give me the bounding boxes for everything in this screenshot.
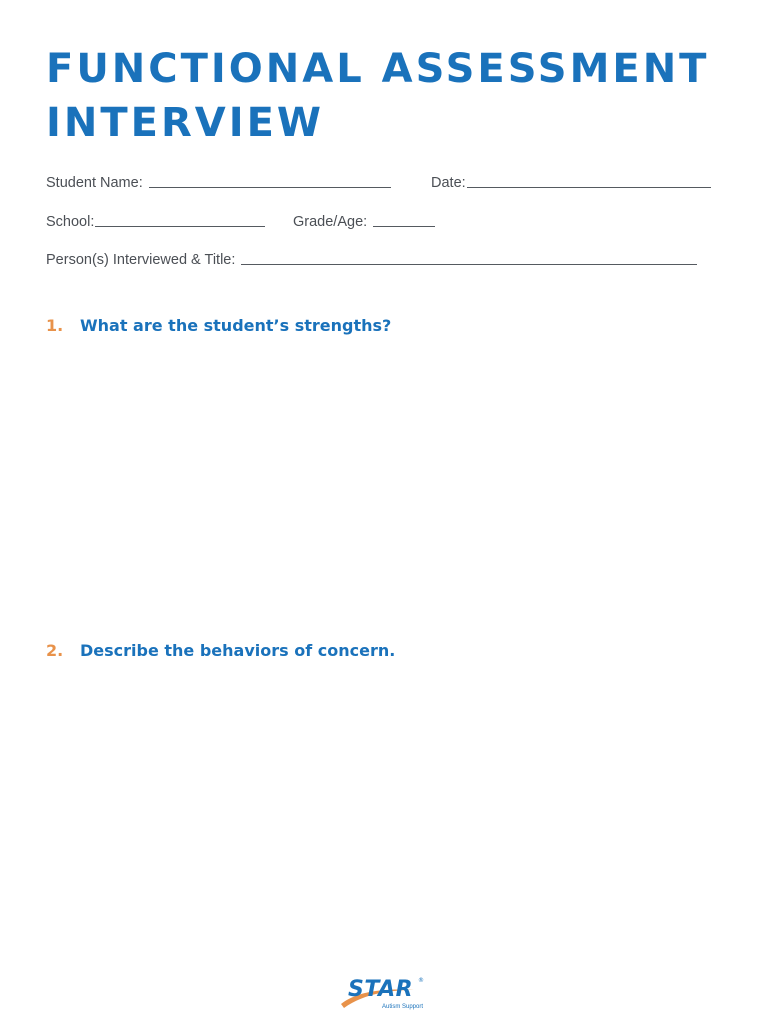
student-name-blank[interactable] xyxy=(149,174,391,188)
form-title xyxy=(46,42,709,150)
persons-interviewed-field[interactable] xyxy=(46,251,697,268)
date-blank[interactable] xyxy=(467,174,711,188)
form-title-line-1: FUNCTIONAL ASSESSMENT xyxy=(46,46,710,92)
question-2 xyxy=(46,641,395,660)
student-name-label: Student Name: xyxy=(46,175,143,191)
grade-age-blank[interactable] xyxy=(373,213,435,227)
question-2-number: 2. xyxy=(46,641,64,660)
persons-interviewed-label: Person(s) Interviewed & Title: xyxy=(46,252,236,268)
question-1-number: 1. xyxy=(46,316,64,335)
form-title-line-2: INTERVIEW xyxy=(46,100,325,146)
school-label: School: xyxy=(46,214,95,230)
date-label: Date: xyxy=(431,175,466,191)
logo-tagline: Autism Support xyxy=(382,1004,424,1010)
logo-wordmark: STAR xyxy=(348,977,414,1002)
question-2-text: Describe the behaviors of concern. xyxy=(80,641,396,660)
student-name-field[interactable] xyxy=(46,174,391,191)
star-autism-support-logo xyxy=(338,972,434,1012)
persons-interviewed-blank[interactable] xyxy=(241,251,697,265)
question-1-text: What are the student’s strengths? xyxy=(80,316,392,335)
date-field[interactable] xyxy=(431,174,711,191)
school-field[interactable] xyxy=(46,213,265,230)
logo-registered-mark: ® xyxy=(418,977,424,984)
grade-age-label: Grade/Age: xyxy=(293,214,368,230)
question-1 xyxy=(46,316,391,335)
grade-age-field[interactable] xyxy=(293,213,435,230)
school-blank[interactable] xyxy=(95,213,265,227)
